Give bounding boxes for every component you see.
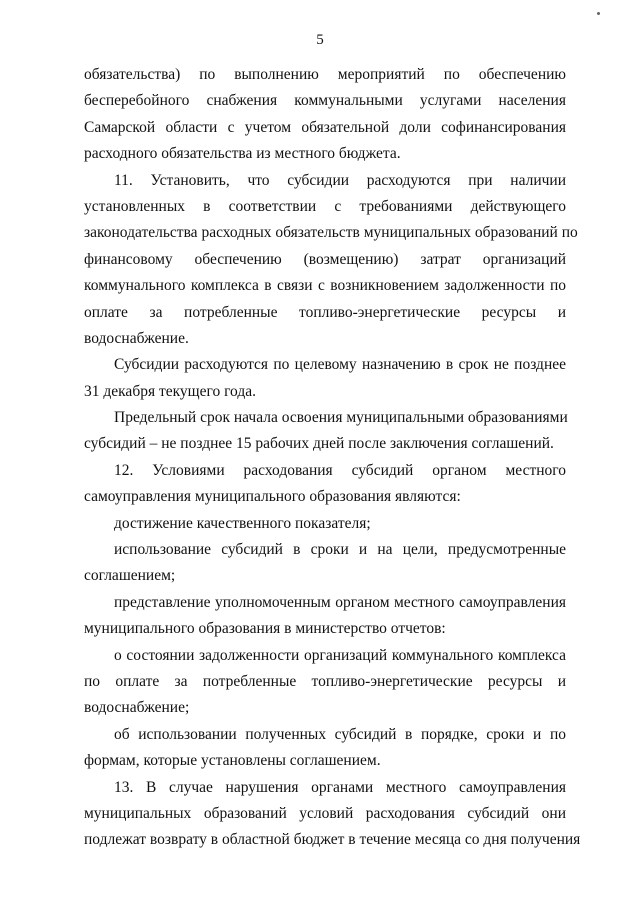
text-line: формам, которые установлены соглашением. bbox=[84, 752, 381, 770]
text-line: Субсидии расходуются по целевому назначению в срок не позднее bbox=[114, 356, 566, 374]
text-line: 12. Условиями расходования субсидий органом местного bbox=[114, 461, 566, 479]
text-line: соглашением; bbox=[84, 567, 176, 585]
text-line: бесперебойного снабжения коммунальными услугами населения bbox=[84, 92, 566, 110]
text-line: самоуправления муниципального образования являются: bbox=[84, 488, 461, 506]
text-line: финансовому обеспечению (возмещению) затрат организаций bbox=[84, 250, 566, 268]
text-line: субсидий – не позднее 15 рабочих дней после заключения соглашений. bbox=[84, 435, 554, 453]
text-line: достижение качественного показателя; bbox=[114, 514, 371, 532]
page-number: 5 bbox=[316, 32, 324, 48]
text-line: водоснабжение. bbox=[84, 329, 189, 347]
scan-speck bbox=[597, 12, 600, 15]
text-line: 31 декабря текущего года. bbox=[84, 382, 256, 400]
text-line: по оплате за потребленные топливо-энергетические ресурсы и bbox=[84, 672, 566, 690]
text-line: 13. В случае нарушения органами местного самоуправления bbox=[114, 778, 566, 796]
text-line: использование субсидий в сроки и на цели, предусмотренные bbox=[114, 541, 566, 559]
text-line: оплате за потребленные топливо-энергетические ресурсы и bbox=[84, 303, 566, 321]
text-line: подлежат возврату в областной бюджет в течение месяца со дня получения bbox=[84, 831, 581, 849]
text-line: законодательства расходных обязательств муниципальных образований по bbox=[84, 224, 578, 242]
text-line: представление уполномоченным органом местного самоуправления bbox=[114, 593, 566, 611]
text-line: водоснабжение; bbox=[84, 699, 190, 717]
text-line: расходного обязательства из местного бюджета. bbox=[84, 145, 401, 163]
text-line: установленных в соответствии с требованиями действующего bbox=[84, 197, 566, 215]
text-line: об использовании полученных субсидий в порядке, сроки и по bbox=[114, 725, 566, 743]
text-line: Предельный срок начала освоения муниципальными образованиями bbox=[114, 409, 568, 427]
text-line: 11. Установить, что субсидии расходуются при наличии bbox=[114, 171, 566, 189]
text-line: о состоянии задолженности организаций коммунального комплекса bbox=[114, 646, 566, 664]
text-line: муниципального образования в министерство отчетов: bbox=[84, 620, 446, 638]
text-line: муниципальных образований условий расходования субсидий они bbox=[84, 804, 566, 822]
document-body bbox=[84, 62, 581, 854]
text-line: обязательства) по выполнению мероприятий по обеспечению bbox=[84, 66, 566, 83]
text-line: коммунального комплекса в связи с возникновением задолженности по bbox=[84, 277, 566, 295]
text-line: Самарской области с учетом обязательной доли софинансирования bbox=[84, 118, 566, 136]
